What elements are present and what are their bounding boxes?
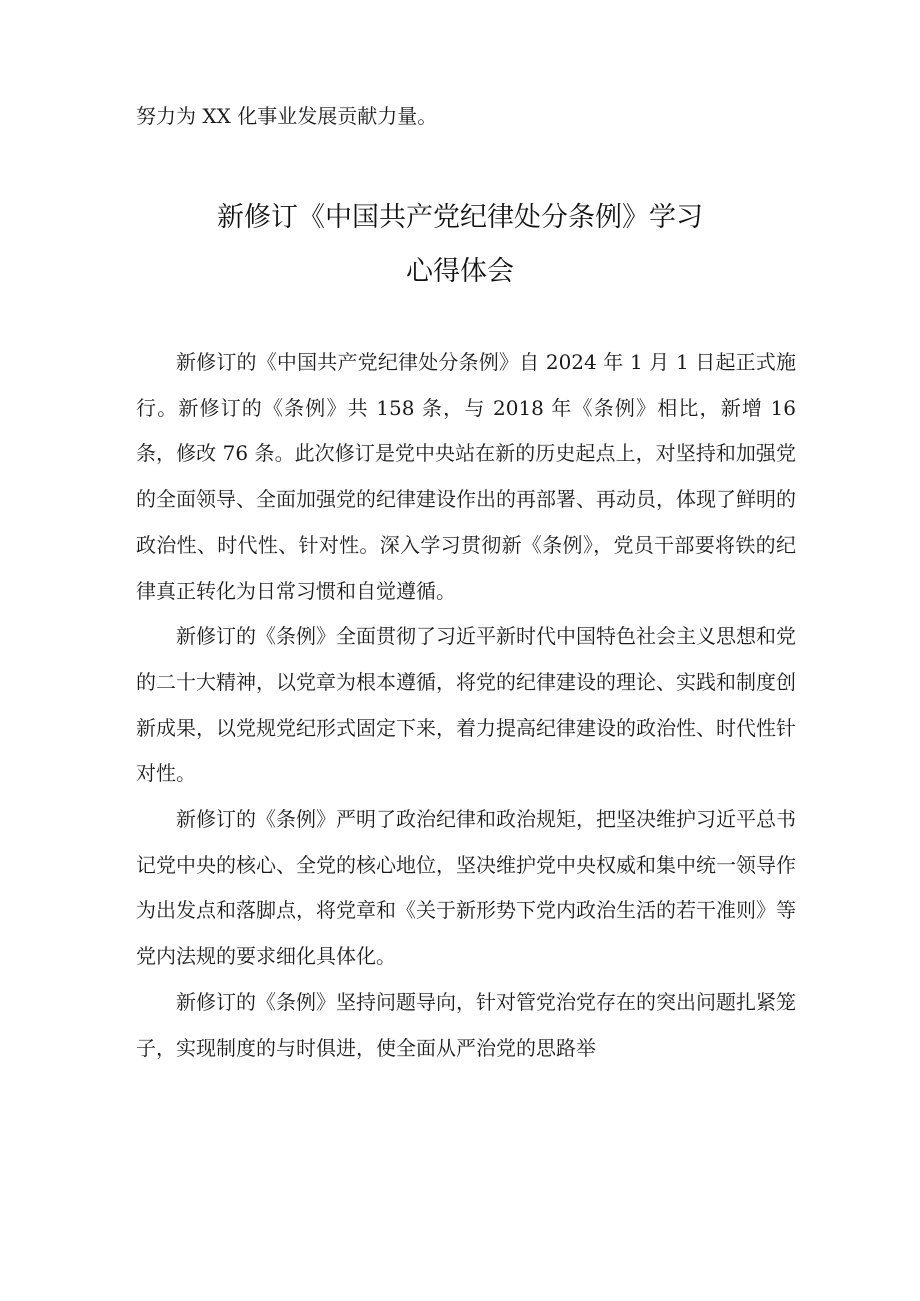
paragraph-2: 新修订的《条例》全面贯彻了习近平新时代中国特色社会主义思想和党的二十大精神，以党章为根本遵循，将党的纪律建设的理论、实践和制度创新成果，以党规党纪形式固定下来，着力提高纪律建设的政治性、时代性针对性。 <box>136 624 796 786</box>
document-title-line-2: 心得体会 <box>406 256 514 287</box>
paragraph-4: 新修订的《条例》坚持问题导向，针对管党治党存在的突出问题扎紧笼子，实现制度的与时俱进，使全面从严治党的思路举 <box>136 989 796 1060</box>
document-title-line-1: 新修订《中国共产党纪律处分条例》学习 <box>217 202 703 233</box>
lead-line: 努力为 XX 化事业发展贡献力量。 <box>136 104 438 128</box>
document-body <box>136 340 796 1071</box>
paragraph-3: 新修订的《条例》严明了政治纪律和政治规矩，把坚决维护习近平总书记党中央的核心、全党的核心地位，坚决维护党中央权威和集中统一领导作为出发点和落脚点，将党章和《关于新形势下党内政治生活的若干准则》等党内法规的要求细化具体化。 <box>136 807 796 969</box>
paragraph-1: 新修订的《中国共产党纪律处分条例》自 2024 年 1 月 1 日起正式施行。新修订的《条例》共 158 条，与 2018 年《条例》相比，新增 16 条，修改 76 条。此次修订是党中央站在新的历史起点上，对坚持和加强党的全面领导、全面加强党的纪律建设作出的再部署、再动员，体现了鲜明的政治性、时代性、针对性。深入学习贯彻新《条例》，党员干部要将铁的纪律真正转化为日常习惯和自觉遵循。 <box>136 350 796 603</box>
